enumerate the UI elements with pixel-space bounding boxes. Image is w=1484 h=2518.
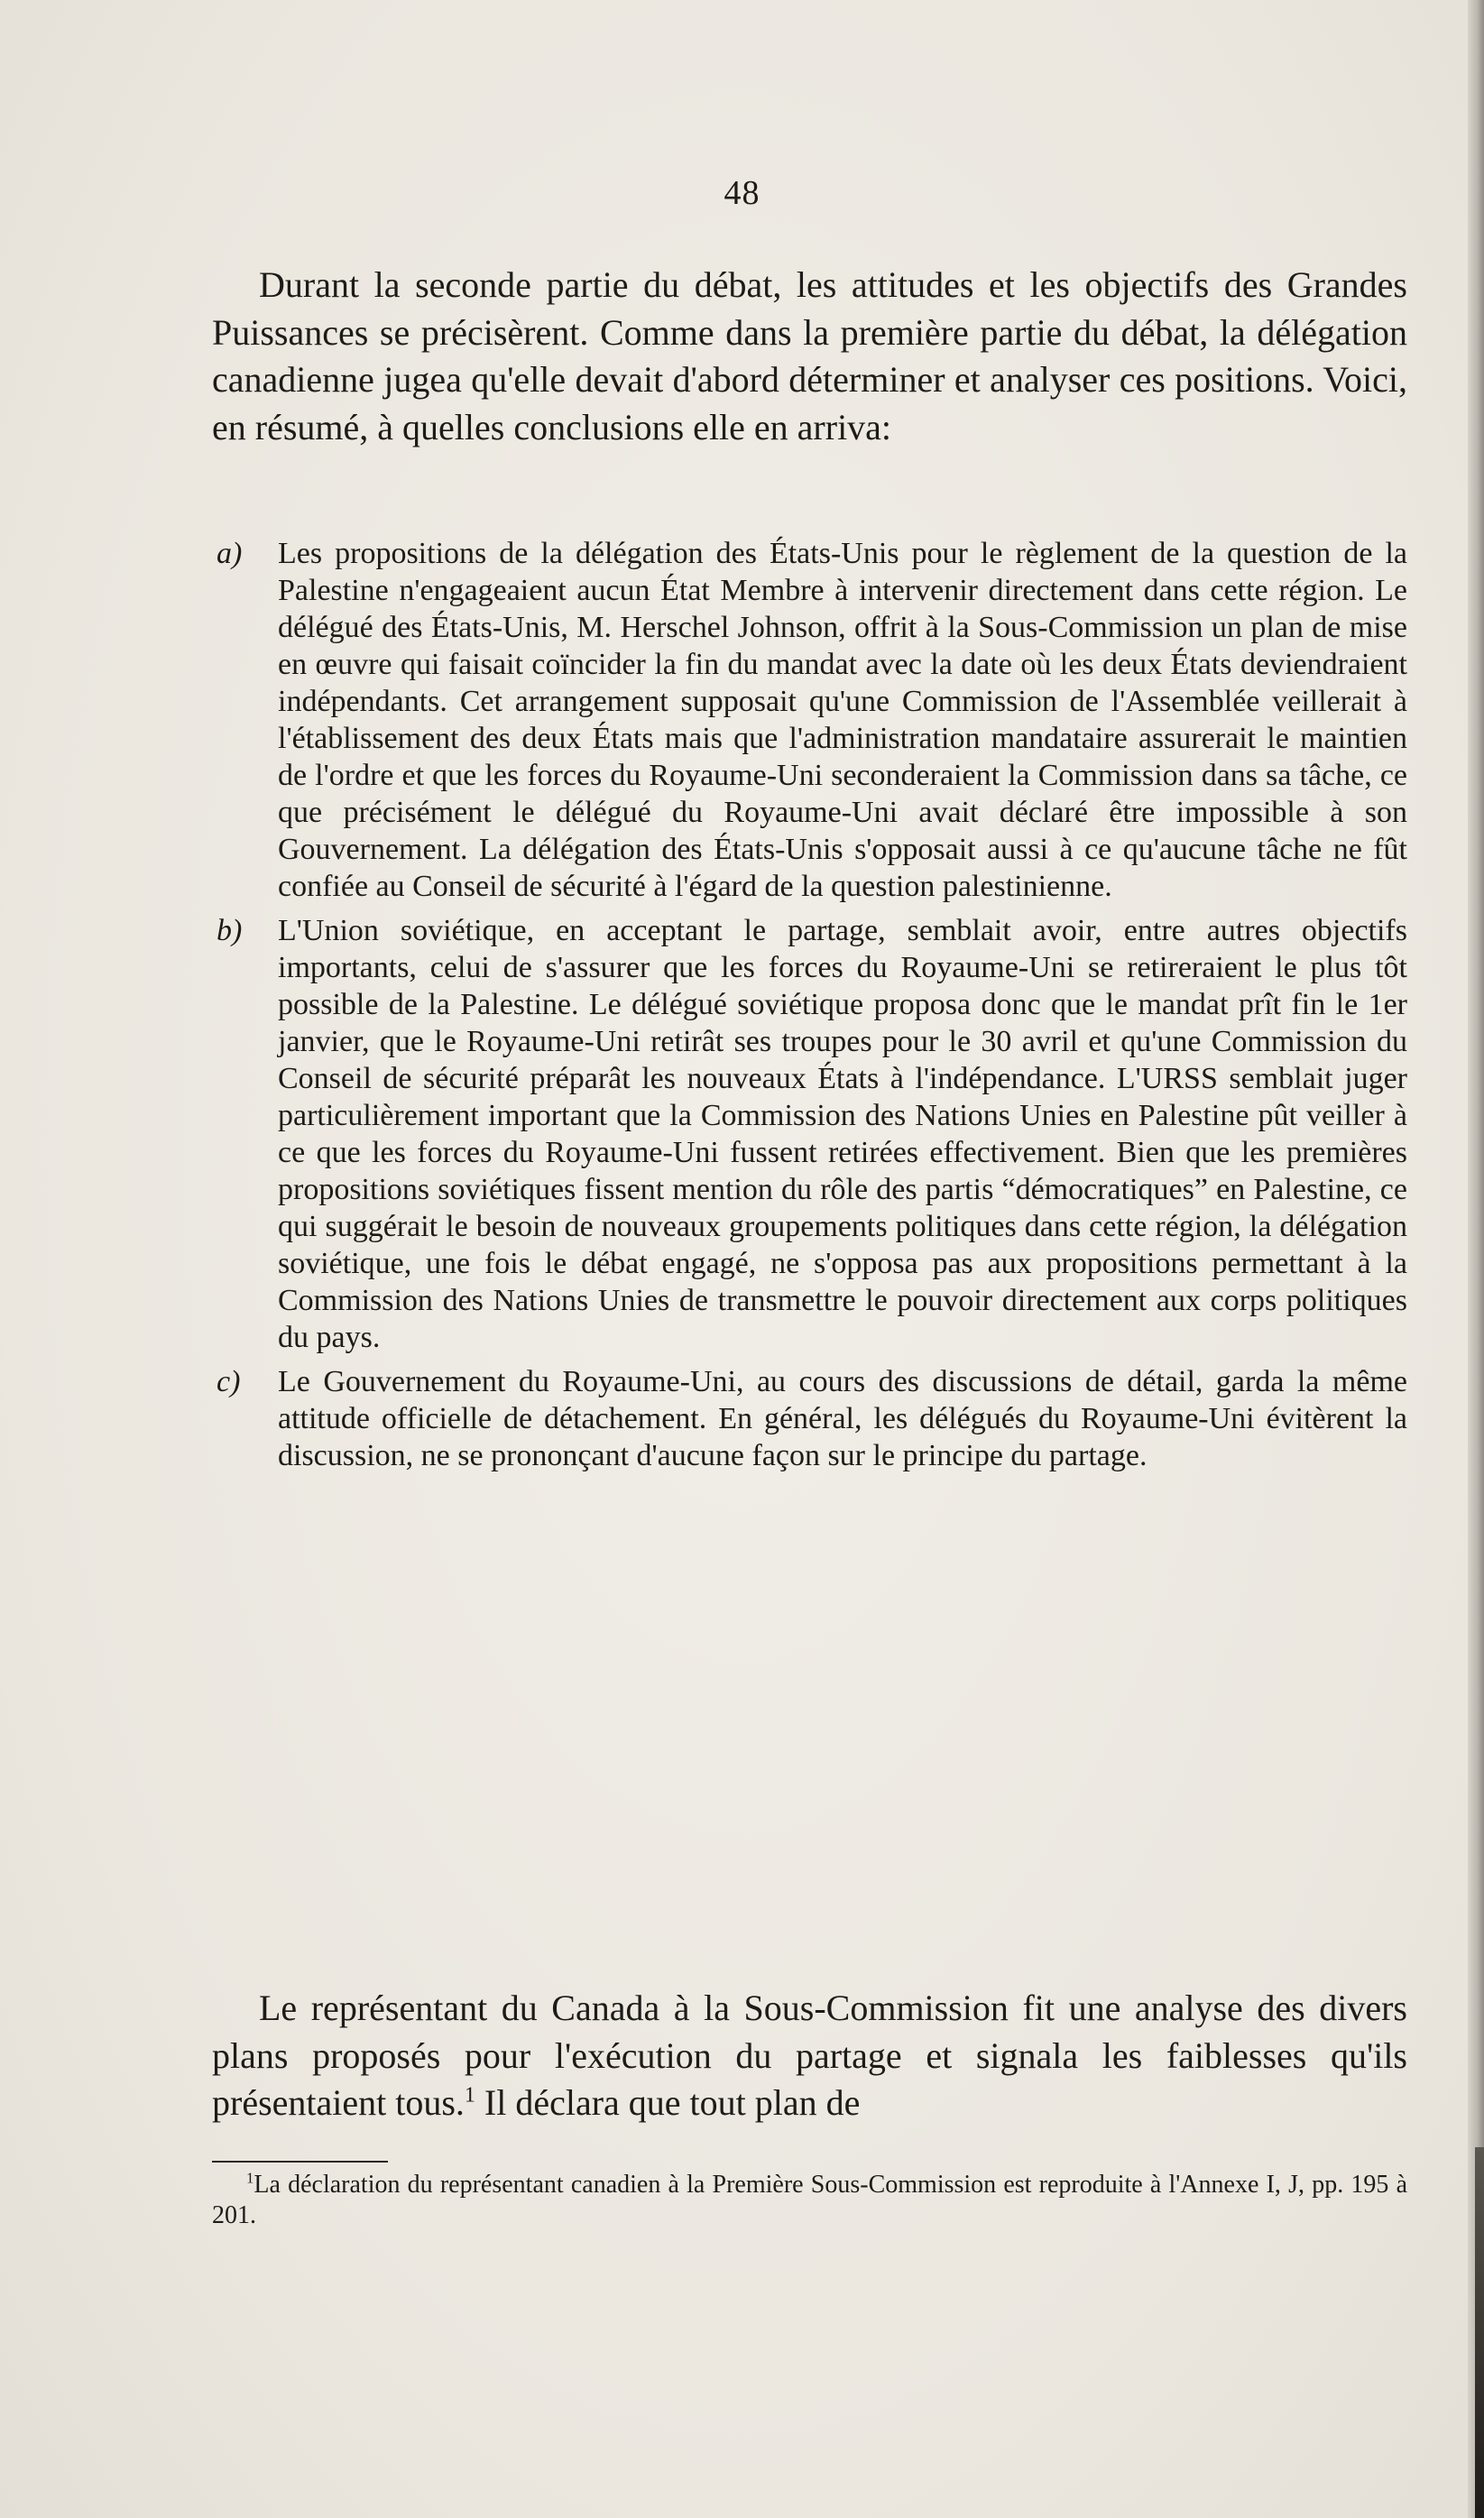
list-marker-a: a) xyxy=(217,537,243,570)
list-item-a-text: Les propositions de la délégation des États-Unis pour le règlement de la question de la Palestine n'engageaient aucun État Membre à intervenir directement dans cette région. Le délégué des États-Unis, M. Herschel Johnson, offrit à la Sous-Commission un plan de mise en œuvre qui faisait coïncider la fin du mandat avec la date où les deux États deviendraient indépendants. Cet arrangement supposait qu'une Commission de l'Assemblée veillerait à l'établissement des deux États mais que l'administration mandataire assurerait le maintien de l'ordre et que les forces du Royaume-Uni seconderaient la Commission dans sa tâche, ce que précisément le délégué du Royaume-Uni avait déclaré être impossible à son Gouvernement. La délégation des États-Unis s'opposait aussi à ce qu'aucune tâche ne fût confiée au Conseil de sécurité à l'égard de la question palestinienne. xyxy=(278,537,1407,903)
list-marker-b: b) xyxy=(217,914,243,947)
list-item-c xyxy=(217,1363,1407,1474)
footnote-text: La déclaration du représentant canadien à la Première Sous-Commission est reproduite à l'Annexe I, J, pp. 195 à 201. xyxy=(212,2171,1407,2229)
footnote-reference: 1 xyxy=(464,2083,475,2108)
footnote-marker: 1 xyxy=(246,2169,254,2187)
list-item-c-text: Le Gouvernement du Royaume-Uni, au cours des discussions de détail, garda la même attitude officielle de détachement. En général, les délégués du Royaume-Uni évitèrent la discussion, ne se prononçant d'aucune façon sur le principe du partage. xyxy=(278,1365,1407,1472)
footnote xyxy=(212,2170,1407,2231)
paragraph-intro-text: Durant la seconde partie du débat, les attitudes et les objectifs des Grandes Puissances se précisèrent. Comme dans la première partie du débat, la délégation canadienne jugea qu'elle devait d'abord déterminer et analyser ces positions. Voici, en résumé, à quelles conclusions elle en arriva: xyxy=(212,264,1407,447)
book-edge-dark xyxy=(1475,2147,1484,2518)
paragraph-canada-text: Le représentant du Canada à la Sous-Commission fit une analyse des divers plans proposés pour l'exécution du partage et signala les faiblesses qu'ils présentaient tous. xyxy=(212,1988,1407,2123)
list-item-b xyxy=(217,912,1407,1356)
footnote-divider xyxy=(212,2161,388,2163)
list-marker-c: c) xyxy=(217,1365,241,1398)
positions-list xyxy=(217,535,1407,1474)
list-item-b-text: L'Union soviétique, en acceptant le partage, semblait avoir, entre autres objectifs importants, celui de s'assurer que les forces du Royaume-Uni se retireraient le plus tôt possible de la Palestine. Le délégué soviétique proposa donc que le mandat prît fin le 1er janvier, que le Royaume-Uni retirât ses troupes pour le 30 avril et qu'une Commission du Conseil de sécurité préparât les nouveaux États à l'indépendance. L'URSS semblait juger particulièrement important que la Commission des Nations Unies en Palestine pût veiller à ce que les forces du Royaume-Uni fussent retirées effectivement. Bien que les premières propositions soviétiques fissent mention du rôle des partis “démocratiques” en Palestine, ce qui suggérait le besoin de nouveaux groupements politiques dans cette région, la délégation soviétique, une fois le débat engagé, ne s'opposa pas aux propositions permettant à la Commission des Nations Unies de transmettre le pouvoir directement aux corps politiques du pays. xyxy=(278,914,1407,1354)
book-spine-shadow xyxy=(1468,0,1484,2518)
list-item-a xyxy=(217,535,1407,905)
paragraph-canada xyxy=(212,1985,1407,2127)
paragraph-intro xyxy=(212,262,1407,451)
page-number: 48 xyxy=(724,174,760,212)
paragraph-canada-tail: Il déclara que tout plan de xyxy=(475,2082,861,2123)
